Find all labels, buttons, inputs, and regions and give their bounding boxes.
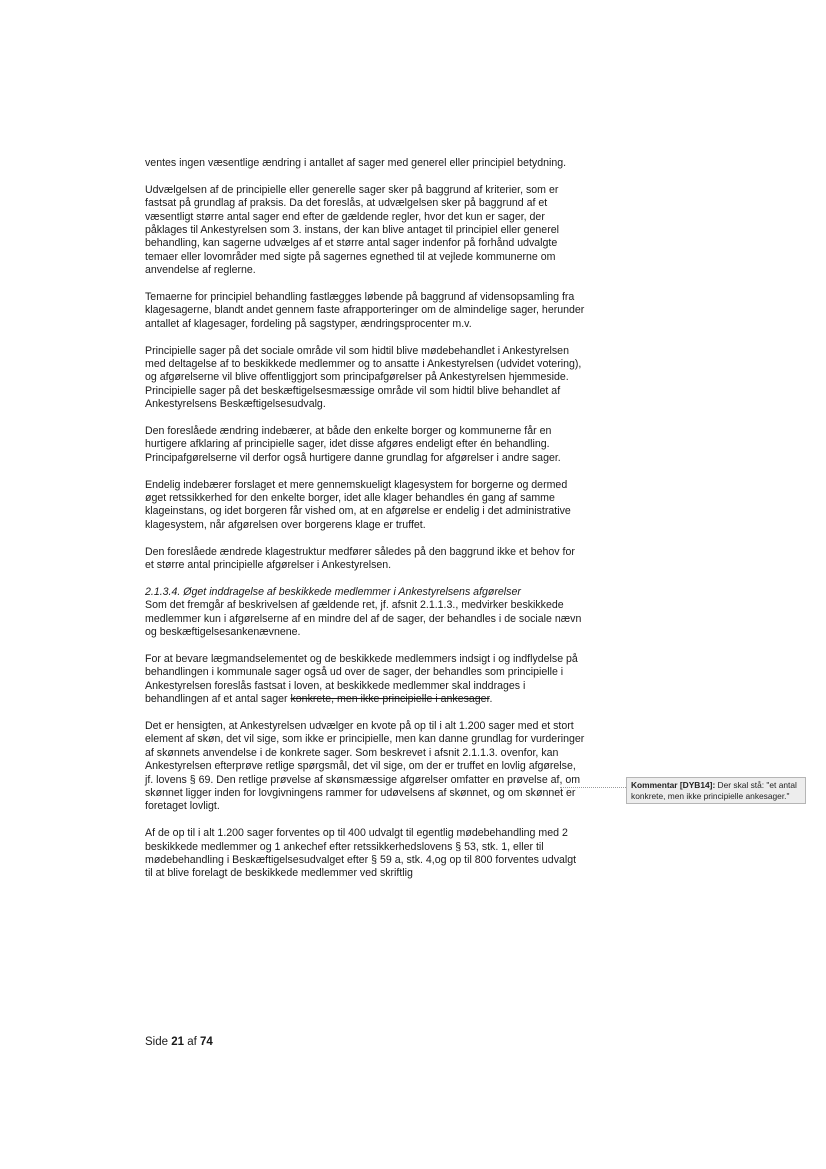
page-footer (145, 1036, 213, 1048)
footer-prefix: Side (145, 1036, 172, 1048)
footer-middle: af (184, 1036, 200, 1048)
comment-leader-line (560, 787, 626, 788)
comment-text: Der skal stå: "et antal konkrete, men ikke principielle ankesager." (631, 780, 797, 801)
paragraph-faster-clarification: Den foreslåede ændring indebærer, at både den enkelte borger og kommunerne får en hurtigere afklaring af principielle sager, idet disse afgøres endeligt efter én behandling. Principafgørelserne vil derfor også hurtigere danne grundlag for afgørelser i andre sager. (145, 425, 561, 464)
paragraph-themes: Temaerne for principiel behandling fastlægges løbende på baggrund af vidensopsamling fra klagesagerne, blandt andet gennem faste afrapporteringer om de almindelige sager, herunder antallet af klagesager, fordeling på sagstyper, ændringsprocenter m.v. (145, 291, 585, 330)
section-text: Som det fremgår af beskrivelsen af gældende ret, jf. afsnit 2.1.1.3., medvirker beskikkede medlemmer kun i afgørelserne af en mindre del af de sager, der behandles i de sociale nævn og beskæftigelsesankenævnene. (145, 599, 582, 639)
paragraph-selection-criteria: Udvælgelsen af de principielle eller generelle sager sker på baggrund af kriterier, som er fastsat på grundlag af praksis. Da det foreslås, at udvælgelsen sker på baggrund af et væsentligt større antal sager end efter de gældende regler, hvor det kun er sager, der påklages til Ankestyrelsen som 3. instans, der kan blive antaget til principiel eller generel behandling, kan sagerne udvælges af et større antal sager indenfor på forhånd udvalgte temaer eller lovområder med sigte på sagernes egnethed til at vejlede kommunerne om anvendelse af reglerne. (145, 183, 559, 277)
paragraph-principal-cases: Principielle sager på det sociale område vil som hidtil blive mødebehandlet i Ankestyrelsen med deltagelse af to beskikkede medlemmer og to ansatte i Ankestyrelsen (udvidet votering), og afgørelserne vil blive offentliggjort som principafgørelser på Ankestyrelsen hjemmeside. Principielle sager på det beskæftigelsesmæssige område vil som hidtil blive behandlet af Ankestyrelsens Beskæftigelsesudvalg. (145, 344, 582, 411)
comment-label: Kommentar [DYB14]: (631, 780, 716, 790)
amended-text-after: . (489, 693, 493, 706)
paragraph-lay-element (145, 653, 585, 707)
tracked-deletion: konkrete, men ikke principielle i ankesager (290, 693, 490, 706)
paragraph-continuation: ventes ingen væsentlige ændring i antallet af sager med generel eller principiel betydning. (145, 157, 567, 169)
section-2-1-3-4 (145, 586, 585, 640)
paragraph-transparent-system: Endelig indebærer forslaget et mere gennemskueligt klagesystem for borgerne og dermed øget retssikkerhed for den enkelte borger, idet alle klager behandles én gang af samme klageinstans, og idet borgeren får vished om, at en afgørelse er endelig i det administrative klagesystem, når afgørelsen over borgerens klage er truffet. (145, 478, 571, 531)
page-total: 74 (200, 1036, 213, 1048)
section-heading: 2.1.3.4. Øget inddragelse af beskikkede medlemmer i Ankestyrelsens afgørelser (145, 585, 521, 598)
paragraph-no-need: Den foreslåede ændrede klagestruktur medfører således på den baggrund ikke et behov for et større antal principielle afgørelser i Ankestyrelsen. (145, 545, 575, 572)
amended-text-before: For at bevare lægmandselementet og de beskikkede medlemmers indsigt i og indflydelse på behandlingen i kommunale sager også ud over de sager, der behandles som principielle i Ankestyrelsen foreslås fastsat i loven, at beskikkede medlemmer skal inddrages i behandlingen af et antal sager (145, 652, 578, 706)
paragraph-meeting-treatment: Af de op til i alt 1.200 sager forventes op til 400 udvalgt til egentlig mødebehandling med 2 beskikkede medlemmer og 1 ankechef efter retssikkerhedslovens § 53, stk. 1, eller til mødebehandling i Beskæftigelsesudvalget efter § 59 a, stk. 4,og op til 800 forventes udvalgt til at blive forelagt de beskikkede medlemmer ved skriftlig (145, 827, 577, 880)
page-number: 21 (171, 1036, 185, 1048)
paragraph-quota: Det er hensigten, at Ankestyrelsen udvælger en kvote på op til i alt 1.200 sager med et stort element af skøn, det vil sige, som ikke er principielle, men kan danne grundlag for vurderinger af skønnets anvendelse i de konkrete sager. Som beskrevet i afsnit 2.1.1.3. ovenfor, kan Ankestyrelsen efterprøve retlige spørgsmål, det vil sige, om der er truffet en lovlig afgørelse, jf. lovens § 69. Den retlige prøvelse af skønsmæssige afgørelser omfatter en prøvelse af, om skønnet ligger inden for lovgivningens rammer for udøvelsens af skønnet, og om skønnet er foretaget lovligt. (145, 719, 585, 813)
review-comment-balloon[interactable] (626, 777, 806, 804)
document-body (145, 157, 585, 894)
